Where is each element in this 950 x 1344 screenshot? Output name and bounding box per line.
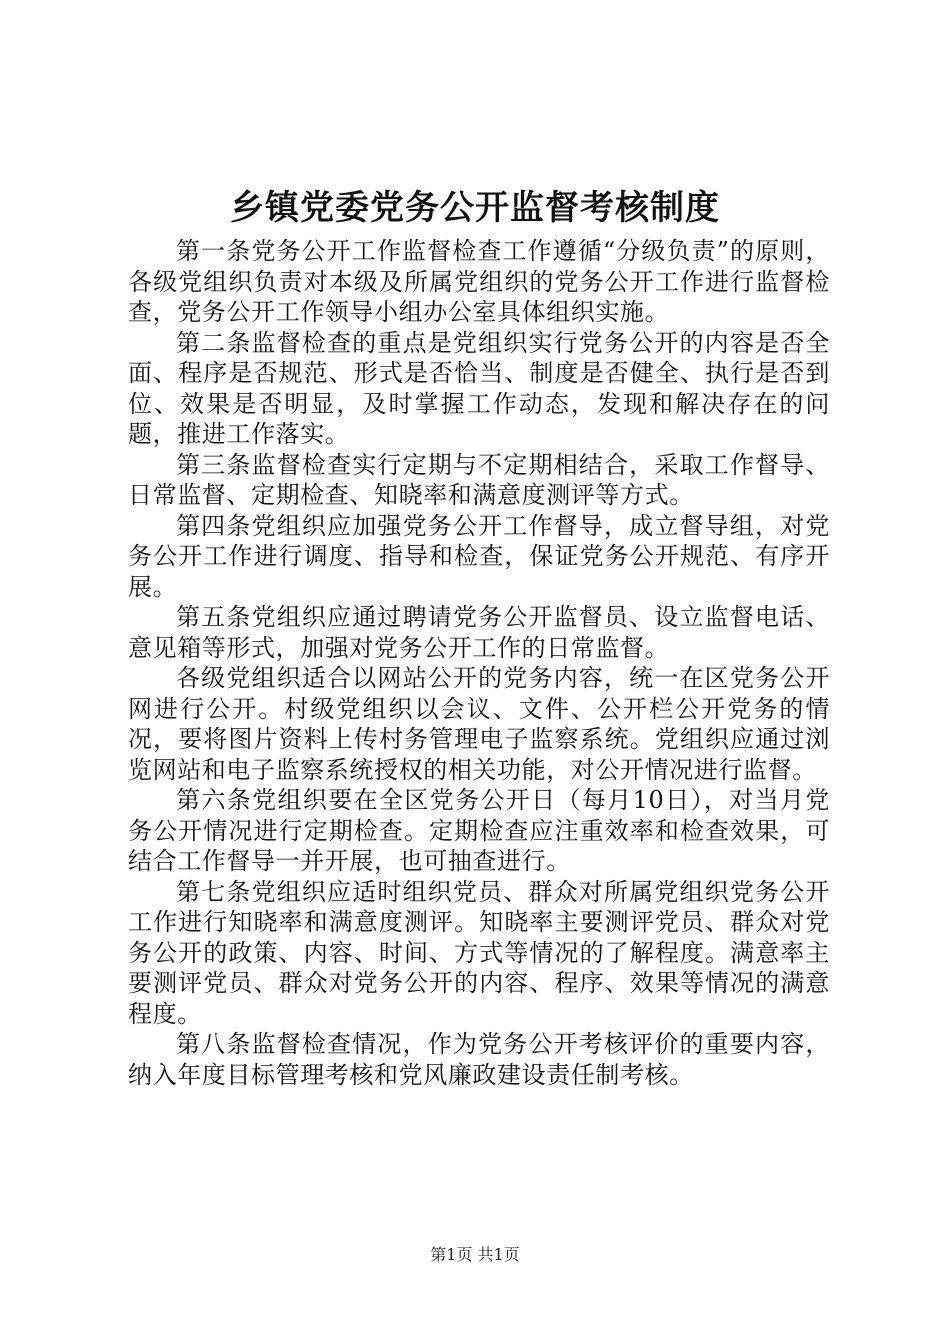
article-3-paragraph: 第三条监督检查实行定期与不定期相结合，采取工作督导、日常监督、定期检查、知晓率和满意度测评等方式。 xyxy=(128,450,830,509)
article-5-paragraph: 第五条党组织应通过聘请党务公开监督员、设立监督电话、意见箱等形式，加强对党务公开工作的日常监督。 xyxy=(128,603,830,662)
website-disclosure-paragraph: 各级党组织适合以网站公开的党务内容，统一在区党务公开网进行公开。村级党组织以会议、文件、公开栏公开党务的情况，要将图片资料上传村务管理电子监察系统。党组织应通过浏览网站和电子监察系统授权的相关功能，对公开情况进行监督。 xyxy=(128,664,830,784)
article-2-paragraph: 第二条监督检查的重点是党组织实行党务公开的内容是否全面、程序是否规范、形式是否恰当、制度是否健全、执行是否到位、效果是否明显，及时掌握工作动态，发现和解决存在的问题，推进工作落实。 xyxy=(128,328,830,448)
document-title: 乡镇党委党务公开监督考核制度 xyxy=(230,188,720,228)
article-6-paragraph: 第六条党组织要在全区党务公开日（每月10日），对当月党务公开情况进行定期检查。定期检查应注重效率和检查效果，可结合工作督导一并开展，也可抽查进行。 xyxy=(128,786,830,875)
document-body xyxy=(128,236,830,1090)
article-7-paragraph: 第七条党组织应适时组织党员、群众对所属党组织党务公开工作进行知晓率和满意度测评。知晓率主要测评党员、群众对党务公开的政策、内容、时间、方式等情况的了解程度。满意率主要测评党员、群众对党务公开的内容、程序、效果等情况的满意程度。 xyxy=(128,877,830,1028)
article-8-paragraph: 第八条监督检查情况，作为党务公开考核评价的重要内容，纳入年度目标管理考核和党风廉政建设责任制考核。 xyxy=(128,1030,830,1089)
article-1-paragraph: 第一条党务公开工作监督检查工作遵循“分级负责”的原则，各级党组织负责对本级及所属党组织的党务公开工作进行监督检查，党务公开工作领导小组办公室具体组织实施。 xyxy=(128,237,830,326)
article-4-paragraph: 第四条党组织应加强党务公开工作督导，成立督导组，对党务公开工作进行调度、指导和检查，保证党务公开规范、有序开展。 xyxy=(128,511,830,601)
page-footer: 第1页 共1页 xyxy=(430,1245,520,1264)
